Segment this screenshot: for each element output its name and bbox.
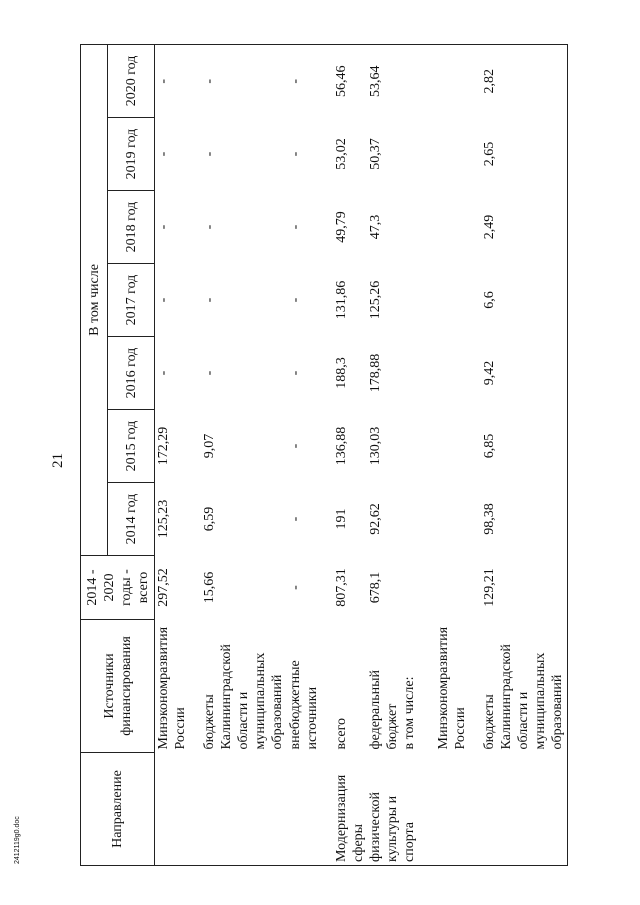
value-cell: 9,07	[202, 433, 217, 459]
direction-cell: Модернизация сферы физической культуры и спорта	[333, 753, 568, 866]
value-cell: -	[288, 151, 303, 157]
value-cell: -	[288, 443, 303, 449]
value-cell: -	[202, 224, 217, 230]
value-cell: 53,64	[367, 44, 401, 117]
value-cell: -	[202, 297, 217, 303]
value-cell	[401, 483, 435, 556]
total-cell: 678,1	[368, 571, 383, 604]
source-cell: в том числе:	[402, 676, 417, 750]
source-cell: бюджеты Калининградской области и муниципальных образований	[481, 620, 568, 753]
value-cell: 92,62	[368, 503, 383, 535]
value-cell	[401, 44, 435, 117]
value-cell: 131,86	[334, 280, 349, 320]
table-row	[435, 44, 481, 865]
value-cell: 6,85	[481, 410, 568, 483]
table-row	[401, 44, 435, 865]
source-cell: федеральный бюджет	[368, 669, 400, 750]
total-cell: 807,31	[334, 568, 349, 607]
value-cell: -	[201, 44, 287, 117]
value-cell	[401, 118, 435, 191]
header-including: В том числе	[81, 44, 108, 555]
value-cell	[401, 264, 435, 337]
value-cell: 178,88	[368, 353, 383, 393]
value-cell: -	[288, 297, 303, 303]
header-year-2014: 2014 год	[108, 483, 155, 556]
value-cell: 2,65	[481, 118, 568, 191]
value-cell: 49,79	[334, 211, 349, 243]
value-cell: 125,23	[156, 499, 171, 539]
header-direction: Направление	[81, 753, 155, 866]
value-cell	[401, 337, 435, 410]
value-cell	[435, 264, 481, 337]
value-cell	[401, 191, 435, 264]
value-cell	[435, 118, 481, 191]
header-year-2019: 2019 год	[108, 118, 155, 191]
value-cell: 53,02	[334, 138, 349, 170]
total-cell	[401, 556, 435, 620]
value-cell: -	[156, 370, 171, 376]
value-cell: 50,37	[368, 138, 383, 170]
value-cell: -	[202, 151, 217, 157]
value-cell	[435, 410, 481, 483]
table-row	[333, 44, 367, 865]
value-cell: 188,3	[334, 357, 349, 389]
source-cell: всего	[334, 717, 349, 750]
header-year-2016: 2016 год	[108, 337, 155, 410]
value-cell: 125,26	[368, 280, 383, 320]
value-cell: 9,42	[481, 337, 568, 410]
table-row	[481, 44, 568, 865]
source-cell: Минэкономразвития России	[156, 626, 188, 750]
financing-table	[80, 44, 568, 866]
source-cell: внебюджетные источники	[288, 660, 320, 750]
value-cell: 47,3	[368, 214, 383, 240]
value-cell: 6,59	[202, 506, 217, 532]
table-row	[155, 44, 202, 865]
value-cell: 2,82	[481, 44, 568, 117]
header-year-2017: 2017 год	[108, 264, 155, 337]
table-row	[201, 44, 287, 865]
table-row	[367, 44, 401, 865]
header-total: 2014 - 2020 годы - всего	[81, 556, 155, 620]
total-cell: -	[288, 585, 303, 590]
value-cell: -	[288, 516, 303, 522]
total-cell: 15,66	[202, 571, 217, 604]
value-cell: -	[287, 44, 333, 117]
page-number: 21	[50, 453, 66, 468]
value-cell	[401, 410, 435, 483]
value-cell	[435, 191, 481, 264]
value-cell: -	[155, 44, 202, 117]
total-cell: 129,21	[481, 556, 568, 620]
value-cell: 98,38	[481, 483, 568, 556]
value-cell: 136,88	[334, 426, 349, 466]
rotated-table-container	[80, 46, 620, 866]
direction-cell-empty	[155, 753, 334, 866]
value-cell: -	[156, 224, 171, 230]
total-cell	[435, 556, 481, 620]
source-cell: Минэкономразвития России	[436, 626, 468, 750]
value-cell: 6,6	[481, 264, 568, 337]
value-cell: -	[288, 224, 303, 230]
value-cell: 191	[334, 508, 349, 530]
header-source: Источники финансирования	[81, 620, 155, 753]
value-cell: 130,03	[368, 426, 383, 466]
value-cell: 172,29	[156, 426, 171, 466]
value-cell: -	[156, 151, 171, 157]
value-cell	[435, 483, 481, 556]
file-reference: 2412119g0.doc	[14, 816, 21, 864]
value-cell	[435, 337, 481, 410]
value-cell: -	[288, 370, 303, 376]
table-row	[287, 44, 333, 865]
value-cell: 2,49	[481, 191, 568, 264]
value-cell: 56,46	[333, 44, 367, 117]
total-cell: 297,52	[156, 568, 171, 607]
header-year-2020: 2020 год	[108, 44, 155, 117]
header-year-2018: 2018 год	[108, 191, 155, 264]
value-cell: -	[156, 297, 171, 303]
value-cell: -	[202, 370, 217, 376]
header-year-2015: 2015 год	[108, 410, 155, 483]
value-cell	[435, 44, 481, 117]
source-cell: бюджеты Калининградской области и муниципальных образований	[202, 644, 285, 750]
